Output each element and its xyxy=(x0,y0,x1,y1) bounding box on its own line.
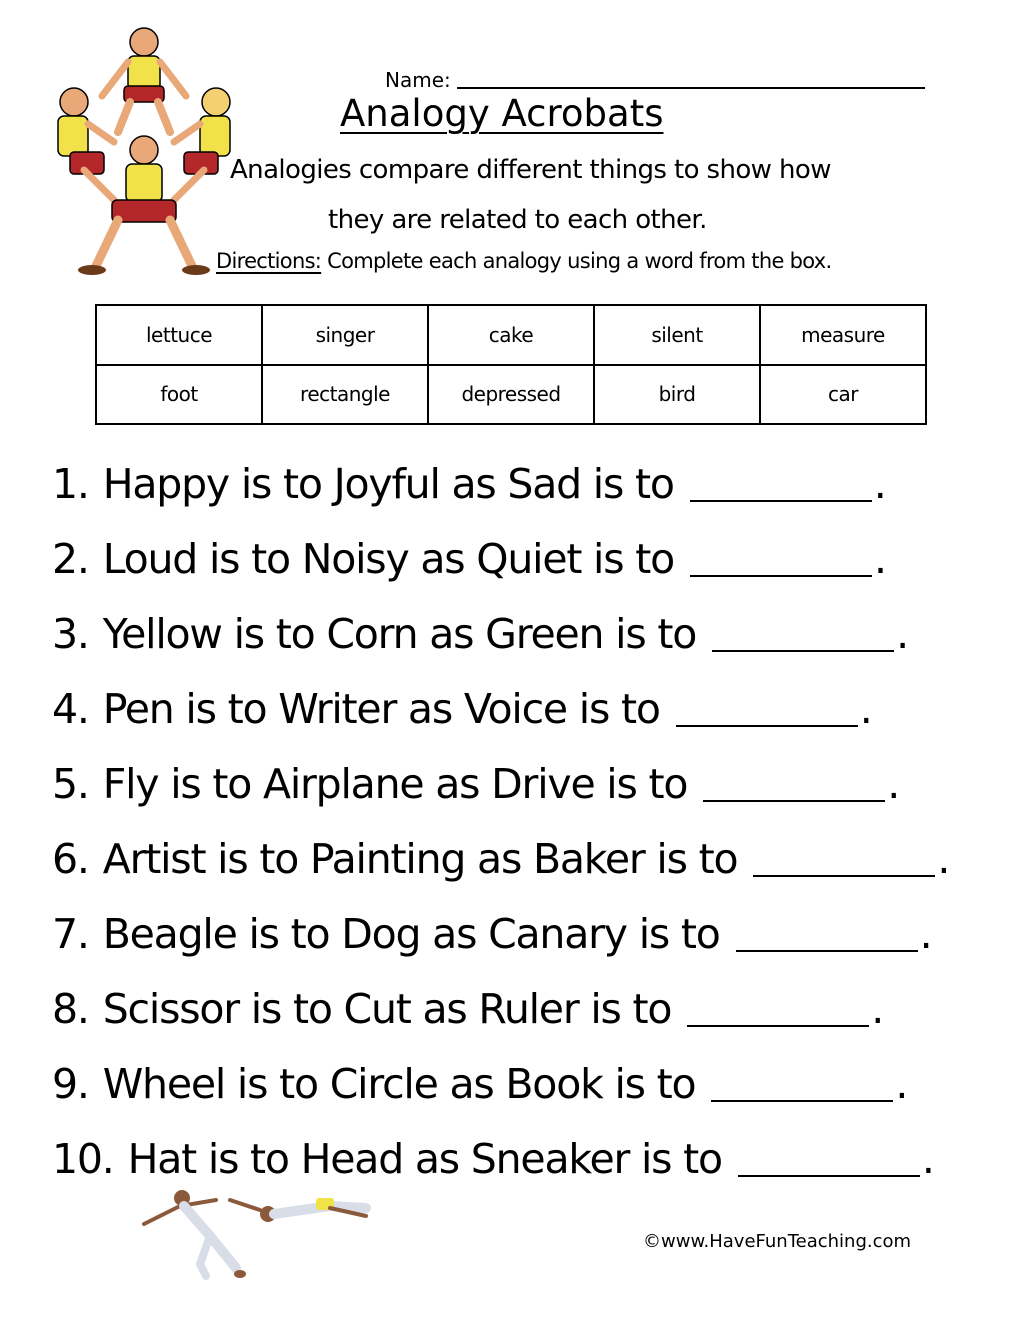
question-period: . xyxy=(871,984,884,1033)
directions-text: Complete each analogy using a word from the box. xyxy=(321,249,832,273)
answer-blank[interactable] xyxy=(690,500,872,502)
question-period: . xyxy=(887,759,900,808)
answer-blank[interactable] xyxy=(738,1175,920,1177)
word-bank-cell: car xyxy=(760,365,926,425)
question-number: 4. xyxy=(52,684,89,733)
flying-acrobats-illustration xyxy=(140,1186,374,1282)
question-text: Yellow is to Corn as Green is to xyxy=(102,609,697,658)
acrobat-pyramid-illustration xyxy=(44,20,244,280)
question-number: 2. xyxy=(52,534,89,583)
question-item xyxy=(52,896,982,971)
worksheet-title: Analogy Acrobats xyxy=(340,92,664,135)
question-period: . xyxy=(873,459,886,508)
name-label: Name: xyxy=(385,68,451,92)
answer-blank[interactable] xyxy=(687,1025,869,1027)
question-number: 9. xyxy=(52,1059,89,1108)
question-number: 1. xyxy=(52,459,89,508)
question-text: Loud is to Noisy as Quiet is to xyxy=(102,534,674,583)
answer-blank[interactable] xyxy=(711,1100,893,1102)
word-bank-cell: measure xyxy=(760,305,926,365)
question-text: Fly is to Airplane as Drive is to xyxy=(102,759,688,808)
question-period: . xyxy=(874,534,886,583)
word-bank-table xyxy=(95,304,927,425)
question-text: Wheel is to Circle as Book is to xyxy=(102,1059,696,1108)
question-number: 7. xyxy=(52,909,89,958)
word-bank-cell: singer xyxy=(262,305,428,365)
question-text: Happy is to Joyful as Sad is to xyxy=(102,459,674,508)
intro-line-1: Analogies compare different things to show how xyxy=(230,155,831,185)
answer-blank[interactable] xyxy=(712,650,894,652)
question-text: Pen is to Writer as Voice is to xyxy=(102,684,660,733)
answer-blank[interactable] xyxy=(676,725,858,727)
answer-blank[interactable] xyxy=(703,800,885,802)
word-bank-row xyxy=(96,305,926,365)
name-blank-line[interactable] xyxy=(457,87,925,89)
question-item xyxy=(52,521,982,596)
word-bank-row xyxy=(96,365,926,425)
word-bank-cell: silent xyxy=(594,305,760,365)
word-bank-cell: rectangle xyxy=(262,365,428,425)
question-period: . xyxy=(896,609,908,658)
question-item xyxy=(52,1046,982,1121)
question-item xyxy=(52,596,982,671)
question-text: Artist is to Painting as Baker is to xyxy=(102,834,738,883)
word-bank-cell: depressed xyxy=(428,365,594,425)
question-item xyxy=(52,671,982,746)
question-period: . xyxy=(919,909,932,958)
question-item xyxy=(52,746,982,821)
answer-blank[interactable] xyxy=(690,575,872,577)
question-text: Hat is to Head as Sneaker is to xyxy=(127,1134,722,1183)
question-period: . xyxy=(921,1134,934,1183)
word-bank-cell: cake xyxy=(428,305,594,365)
question-period: . xyxy=(895,1059,908,1108)
directions xyxy=(216,245,896,277)
question-item xyxy=(52,446,982,521)
question-item xyxy=(52,971,982,1046)
question-number: 5. xyxy=(52,759,89,808)
name-field[interactable] xyxy=(385,62,945,92)
word-bank-cell: bird xyxy=(594,365,760,425)
question-period: . xyxy=(859,684,872,733)
analogy-questions xyxy=(52,446,982,1196)
question-number: 6. xyxy=(52,834,89,883)
question-period: . xyxy=(937,834,950,883)
word-bank-cell: foot xyxy=(96,365,262,425)
question-text: Beagle is to Dog as Canary is to xyxy=(102,909,720,958)
question-text: Scissor is to Cut as Ruler is to xyxy=(102,984,672,1033)
answer-blank[interactable] xyxy=(736,950,918,952)
intro-line-2: they are related to each other. xyxy=(328,205,707,235)
answer-blank[interactable] xyxy=(753,875,935,877)
question-item xyxy=(52,821,982,896)
question-number: 3. xyxy=(52,609,89,658)
question-item xyxy=(52,1121,982,1196)
copyright-text: ©www.HaveFunTeaching.com xyxy=(643,1231,912,1252)
intro-text xyxy=(230,145,830,245)
directions-label: Directions: xyxy=(216,249,322,273)
question-number: 8. xyxy=(52,984,89,1033)
question-number: 10. xyxy=(52,1134,114,1183)
word-bank-cell: lettuce xyxy=(96,305,262,365)
